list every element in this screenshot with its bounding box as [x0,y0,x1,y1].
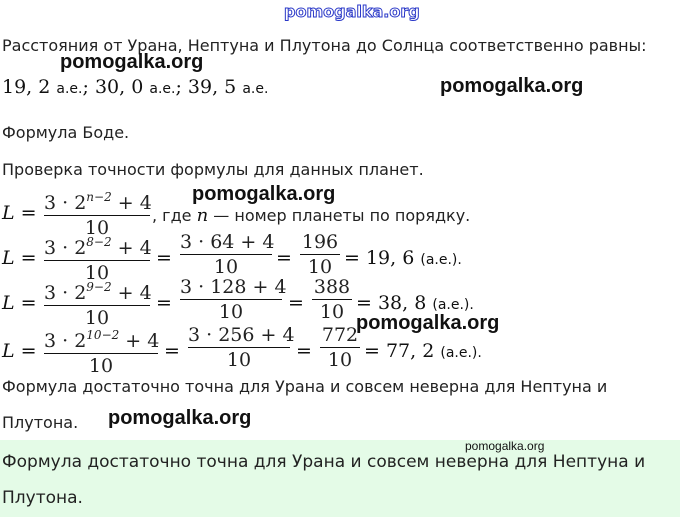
variable-desc: — номер планеты по порядку. [213,206,471,225]
fraction-denominator: 10 [319,301,345,323]
watermark: pomogalka.org [356,312,500,334]
unit: а.е. [149,81,176,97]
watermark: pomogalka.org [60,51,204,73]
row1-fraction-b [180,231,275,278]
fraction-numerator [44,276,150,304]
variable-n: n [196,205,209,226]
fraction-bar [180,299,282,300]
lhs-L: L = [2,292,37,314]
unit: (а.е.). [440,345,482,361]
watermark-top: pomogalka.org [284,2,420,21]
fraction-bar [320,347,360,348]
row1-fraction-c [300,231,340,278]
fraction-denominator: 10 [84,307,110,329]
distance-pluto: 39, 5 [187,76,237,98]
equals-sign: = [156,247,172,269]
check-line: Проверка точности формулы для данных планет. [2,160,424,179]
row3-fraction-c [320,324,360,371]
distance-neptune: 30, 0 [94,76,144,98]
num-post: + 4 [111,237,152,259]
exponent: 8−2 [86,235,112,249]
section-heading: Формула Боде. [2,123,130,142]
fraction-bar [188,347,290,348]
row3-fraction-b [188,324,295,371]
num-post: + 4 [111,282,152,304]
fraction-bar [44,260,150,261]
fraction-numerator [44,186,150,214]
distances-line [2,76,268,98]
exponent: n−2 [86,190,112,204]
exponent: 9−2 [86,280,112,294]
equals-sign: = [296,340,312,362]
unit: (а.е.). [420,252,462,268]
num-pre: 3 · 2 [44,192,87,214]
fraction-numerator: 772 [321,324,359,346]
row2-fraction-b [180,276,287,323]
general-desc [152,205,470,226]
watermark: pomogalka.org [440,75,584,97]
fraction-denominator: 10 [307,256,333,278]
lhs-L: L = [2,247,37,269]
fraction-bar [300,254,340,255]
fraction-numerator: 3 · 128 + 4 [180,276,287,298]
fraction-denominator: 10 [84,217,110,239]
fraction-numerator: 3 · 256 + 4 [188,324,295,346]
watermark: pomogalka.org [192,183,336,205]
fraction-denominator: 10 [84,262,110,284]
row3-result [364,340,482,362]
fraction-denominator: 10 [218,301,244,323]
row3-fraction-a [44,324,158,377]
row1-result [344,247,462,269]
num-post: + 4 [119,330,160,352]
distance-uranus: 19, 2 [2,76,51,98]
fraction-bar [44,305,150,306]
intro-text: Расстояния от Урана, Нептуна и Плутона до Солнца соответственно равны: [2,36,647,55]
equals-sign: = [288,292,304,314]
unit: а.е. [56,81,83,97]
answer-line-1: Формула достаточно точна для Урана и совсем неверна для Нептуна и [2,452,646,472]
fraction-numerator: 388 [313,276,351,298]
separator: ; [82,76,89,98]
equals-sign: = [276,247,292,269]
answer-line-2: Плутона. [2,488,83,508]
row2-fraction-c [312,276,352,323]
where-word: , где [152,206,192,225]
separator: ; [175,76,182,98]
row2-result [356,292,474,314]
fraction-bar [312,299,352,300]
result-value: = 19, 6 [344,247,415,269]
watermark-small: pomogalka.org [465,439,545,453]
exponent: 10−2 [86,328,120,342]
equals-sign: = [164,340,180,362]
num-post: + 4 [111,192,152,214]
watermark: pomogalka.org [108,407,252,429]
lhs-L: L = [2,202,37,224]
fraction-denominator: 10 [226,349,252,371]
fraction-denominator: 10 [88,355,114,377]
result-value: = 77, 2 [364,340,435,362]
unit: а.е. [242,81,269,97]
answer-box [0,440,680,517]
num-pre: 3 · 2 [44,237,87,259]
lhs-L: L = [2,340,37,362]
fraction-bar [180,254,272,255]
equals-sign: = [156,292,172,314]
result-value: = 38, 8 [356,292,427,314]
unit: (а.е.). [432,297,474,313]
fraction-denominator: 10 [327,349,353,371]
fraction-denominator: 10 [213,256,239,278]
num-pre: 3 · 2 [44,330,87,352]
fraction-bar [44,353,158,354]
fraction-numerator: 196 [301,231,339,253]
fraction-bar [44,215,150,216]
fraction-numerator: 3 · 64 + 4 [180,231,275,253]
conclusion-line-2: Плутона. [2,413,79,432]
conclusion-line-1: Формула достаточно точна для Урана и совсем неверна для Нептуна и [2,377,608,396]
fraction-numerator [44,231,150,259]
row2-fraction-a [44,276,150,329]
fraction-numerator [44,324,158,352]
num-pre: 3 · 2 [44,282,87,304]
